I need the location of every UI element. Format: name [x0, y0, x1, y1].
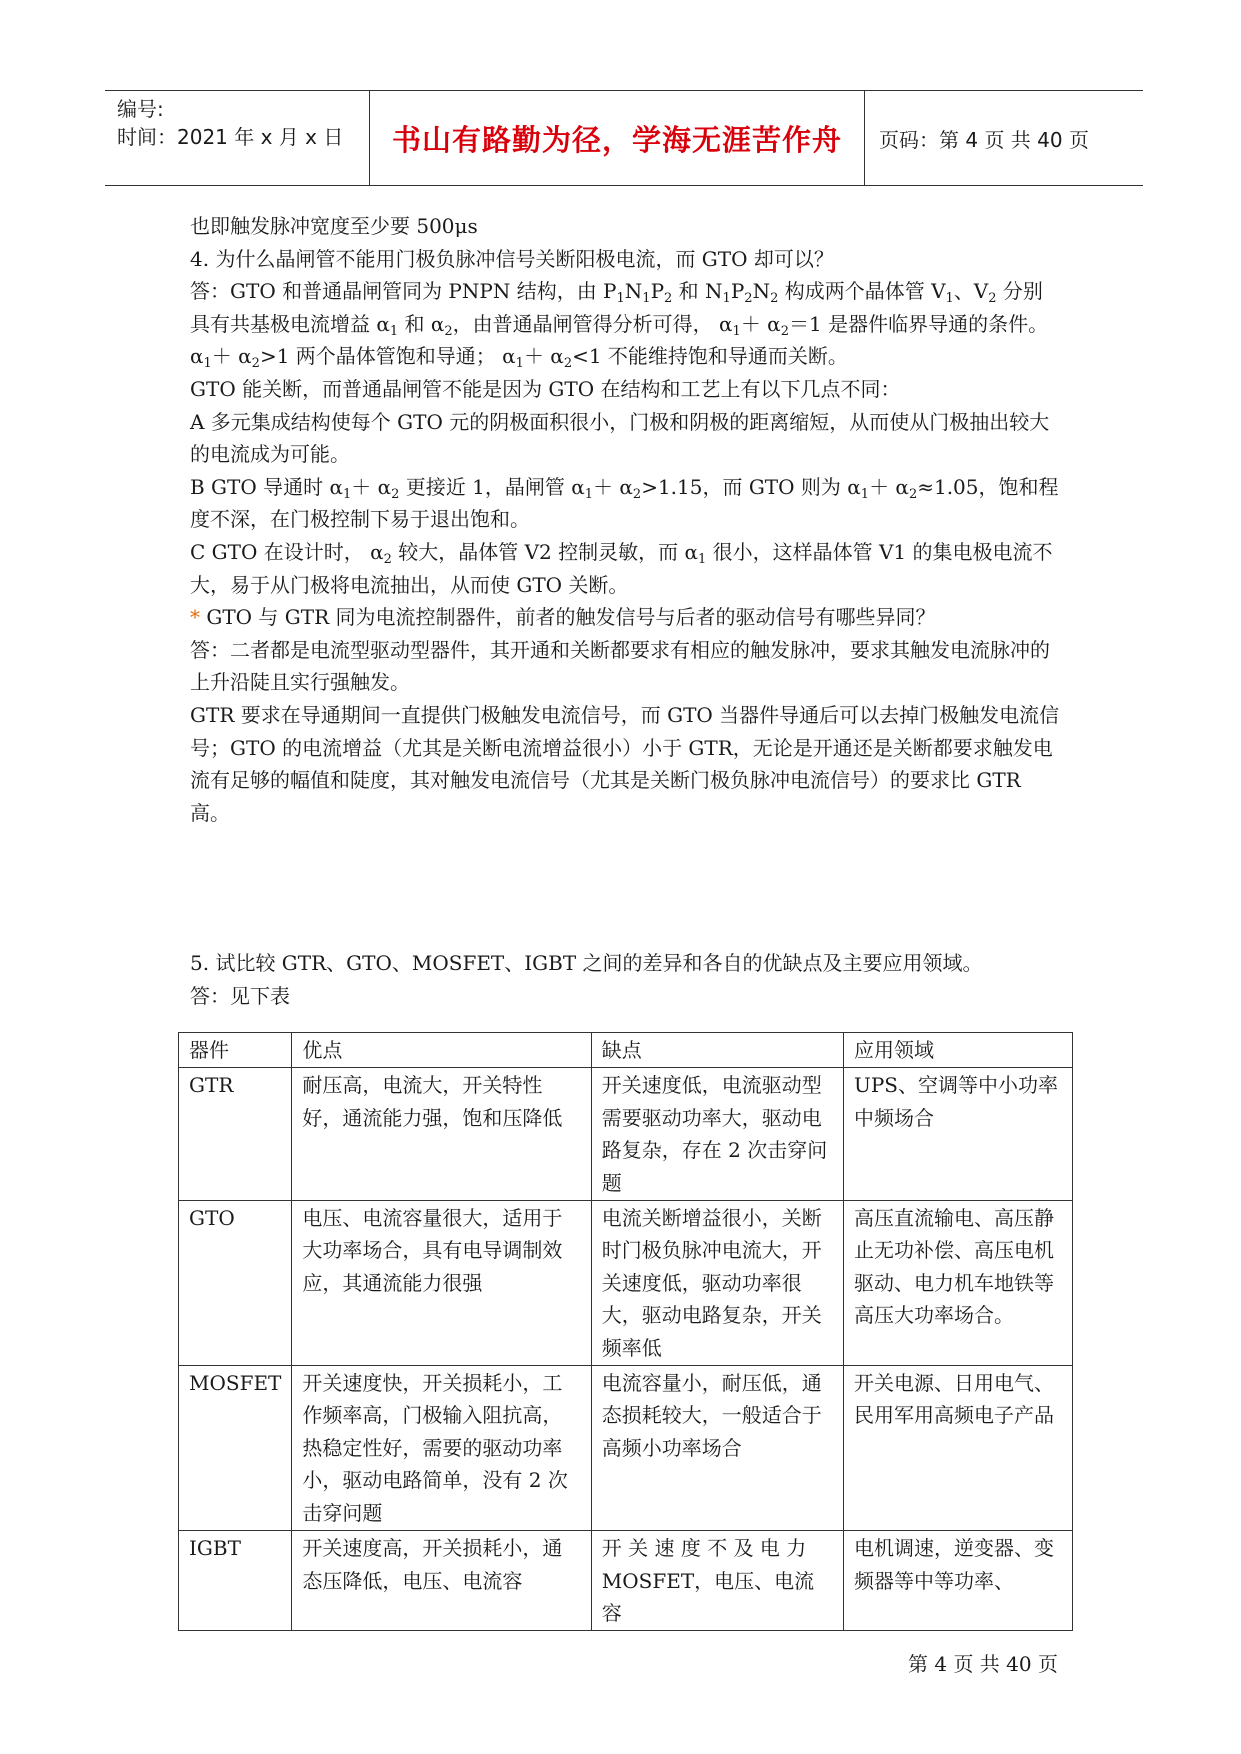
table-cell: 耐压高，电流大，开关特性好，通流能力强，饱和压降低	[292, 1068, 591, 1201]
asterisk-marker: *	[190, 605, 200, 630]
table-cell: 电流关断增益很小，关断时门极负脉冲电流大，开关速度低，驱动功率很大，驱动电路复杂，开关频率低	[591, 1201, 843, 1366]
table-cell: 开关速度快，开关损耗小，工作频率高，门极输入阻抗高，热稳定性好，需要的驱动功率小，驱动电路简单，没有 2 次击穿问题	[292, 1366, 591, 1531]
table-cell: MOSFET	[179, 1366, 292, 1531]
table-cell: 开关速度高，开关损耗小，通态压降低，电压、电流容	[292, 1531, 591, 1631]
table-row	[179, 1366, 1073, 1531]
document-number-label: 编号:	[117, 97, 164, 121]
table-row	[179, 1531, 1073, 1631]
answer-4-point-a: A 多元集成结构使每个 GTO 元的阴极面积很小，门极和阴极的距离缩短，从而使从门极抽出较大的电流成为可能。	[190, 409, 1050, 467]
table-header-cell: 优点	[292, 1033, 591, 1068]
table-cell: GTR	[179, 1068, 292, 1201]
answer-4-point-c: C GTO 在设计时， $\alpha_2$ 较大，晶体管 V2 控制灵敏，而 $\alpha_1$ 很小，这样晶体管 V1 的集电极电流不大，易于从门极将电流抽出，从而使 GTO 关断。	[190, 539, 1053, 597]
table-row	[179, 1068, 1073, 1201]
document-body	[190, 210, 1060, 1012]
table-header-cell: 缺点	[591, 1033, 843, 1068]
paragraph-pulse-width: 也即触发脉冲宽度至少要 500μs	[190, 214, 478, 238]
header-page-code: 页码：第 4 页 共 40 页	[879, 127, 1089, 152]
question-star: * GTO 与 GTR 同为电流控制器件，前者的触发信号与后者的驱动信号有哪些异同？	[190, 605, 936, 630]
answer-star-2: GTR 要求在导通期间一直提供门极触发电流信号，而 GTO 当器件导通后可以去掉门极触发电流信号；GTO 的电流增益（尤其是关断电流增益很小）小于 GTR，无论是开通还是关断都要求触发电流有足够的幅值和陡度，其对触发电流信号（尤其是关断门极负脉冲电流信号）的要求比 GTR 高。	[190, 702, 1060, 825]
document-time: 时间：2021 年 x 月 x 日	[117, 125, 344, 149]
table-row	[179, 1201, 1073, 1366]
table-cell: 电压、电流容量很大，适用于大功率场合，具有电导调制效应，其通流能力很强	[292, 1201, 591, 1366]
header-meta	[105, 91, 370, 185]
question-5: 5. 试比较 GTR、GTO、MOSFET、IGBT 之间的差异和各自的优缺点及主要应用领域。	[190, 951, 983, 976]
answer-star-1: 答：二者都是电流型驱动型器件，其开通和关断都要求有相应的触发脉冲，要求其触发电流脉冲的上升沿陡且实行强触发。	[190, 637, 1050, 695]
page-footer: 第 4 页 共 40 页	[908, 1652, 1058, 1676]
table-cell: UPS、空调等中小功率中频场合	[843, 1068, 1072, 1201]
table-cell: 开 关 速 度 不 及 电 力 MOSFET，电压、电流容	[591, 1531, 843, 1631]
table-cell: IGBT	[179, 1531, 292, 1631]
table-cell: GTO	[179, 1201, 292, 1366]
table-cell: 开关速度低，电流驱动型需要驱动功率大，驱动电路复杂，存在 2 次击穿问题	[591, 1068, 843, 1201]
table-cell: 高压直流输电、高压静止无功补偿、高压电机驱动、电力机车地铁等高压大功率场合。	[843, 1201, 1072, 1366]
table-header-cell: 应用领域	[843, 1033, 1072, 1068]
table-cell: 电流容量小，耐压低，通态损耗较大，一般适合于高频小功率场合	[591, 1366, 843, 1531]
answer-4-intro: GTO 能关断，而普通晶闸管不能是因为 GTO 在结构和工艺上有以下几点不同：	[190, 376, 901, 401]
table-header-cell: 器件	[179, 1033, 292, 1068]
answer-5: 答：见下表	[190, 983, 290, 1008]
table-header-row	[179, 1033, 1073, 1068]
page-header	[105, 90, 1143, 186]
question-4: 4. 为什么晶闸管不能用门极负脉冲信号关断阳极电流，而 GTO 却可以？	[190, 246, 834, 271]
table-cell: 开关电源、日用电气、民用军用高频电子产品	[843, 1366, 1072, 1531]
answer-4-point-b: B GTO 导通时 $\alpha_1+ \alpha_2$ 更接近 1，晶闸管 $\alpha_1+ \alpha_2>1.15$，而 GTO 则为 $\alpha_1+ \alpha_2\approx 1.05$，饱和程度不深，在门极控制下易于退出饱和。	[190, 474, 1059, 532]
device-comparison-table	[178, 1032, 1073, 1631]
header-motto: 书山有路勤为径，学海无涯苦作舟	[370, 91, 865, 185]
answer-4-structure: 答：GTO 和普通晶闸管同为 PNPN 结构，由 $P_1N_1P_2$ 和 $N_1P_2N_2$ 构成两个晶体管 $V_1$、$V_2$ 分别具有共基极电流增益 $\alpha_1$ 和 $\alpha_2$，由普通晶闸管得分析可得， $\alpha_1+ \alpha_2=1$ 是器件临界导通的条件。 $\alpha_1+ \alpha_2>1$ 两个晶体管饱和导通； $\alpha_1+ \alpha_2<1$ 不能维持饱和导通而关断。	[190, 279, 1049, 372]
table-cell: 电机调速，逆变器、变频器等中等功率、	[843, 1531, 1072, 1631]
